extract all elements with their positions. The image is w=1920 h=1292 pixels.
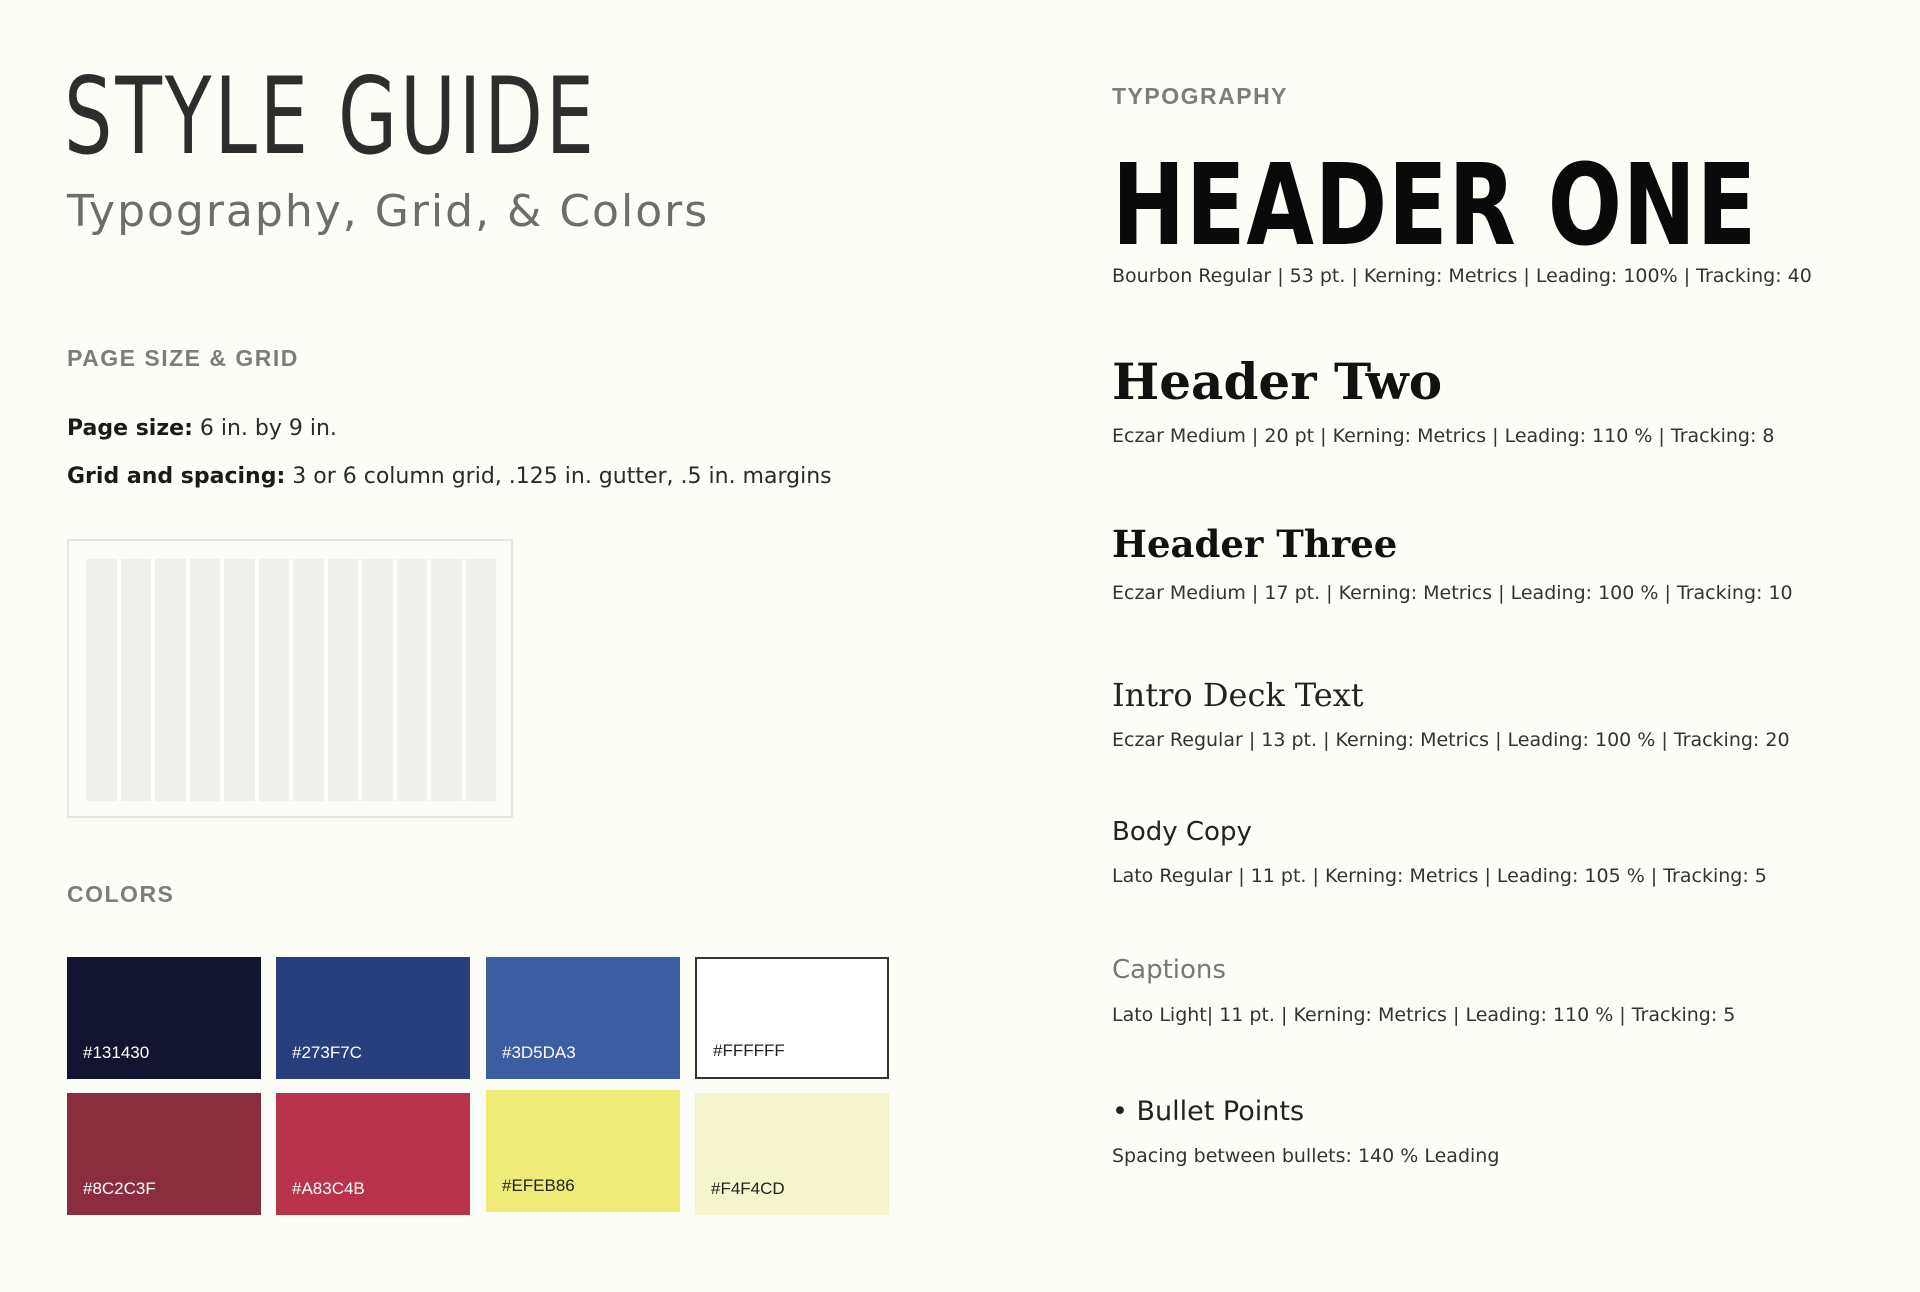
header-one-spec: Bourbon Regular | 53 pt. | Kerning: Metrics | Leading: 100% | Tracking: 40 bbox=[1112, 265, 1812, 287]
type-style-body-copy bbox=[1112, 817, 1252, 847]
color-swatch bbox=[695, 1093, 889, 1215]
type-style-bullet-points bbox=[1112, 1096, 1304, 1127]
swatch-hex-label: #8C2C3F bbox=[83, 1179, 156, 1198]
grid-spacing-label: Grid and spacing: bbox=[67, 464, 286, 489]
header-three-sample: Header Three bbox=[1112, 522, 1398, 566]
grid-spacing-line bbox=[67, 464, 832, 489]
intro-deck-sample: Intro Deck Text bbox=[1112, 676, 1364, 714]
bullet-points-spec: Spacing between bullets: 140 % Leading bbox=[1112, 1145, 1500, 1167]
grid-column bbox=[328, 559, 359, 801]
grid-column bbox=[190, 559, 221, 801]
swatch-hex-label: #3D5DA3 bbox=[502, 1043, 576, 1062]
swatch-hex-label: #A83C4B bbox=[292, 1179, 365, 1198]
grid-column bbox=[86, 559, 117, 801]
color-swatch bbox=[67, 1093, 261, 1215]
color-swatch bbox=[276, 1093, 470, 1215]
color-swatch bbox=[276, 957, 470, 1079]
type-style-header-two bbox=[1112, 352, 1442, 411]
grid-columns bbox=[86, 559, 496, 801]
type-style-captions bbox=[1112, 955, 1226, 985]
bullet-points-sample: • Bullet Points bbox=[1112, 1096, 1305, 1127]
swatch-hex-label: #273F7C bbox=[292, 1043, 362, 1062]
swatch-hex-label: #131430 bbox=[83, 1043, 150, 1062]
color-swatch bbox=[67, 957, 261, 1079]
type-style-header-three bbox=[1112, 522, 1397, 566]
type-style-intro-deck bbox=[1112, 676, 1364, 714]
swatch-hex-label: #FFFFFF bbox=[713, 1041, 785, 1060]
body-copy-spec: Lato Regular | 11 pt. | Kerning: Metrics | Leading: 105 % | Tracking: 5 bbox=[1112, 865, 1767, 887]
grid-column bbox=[466, 559, 497, 801]
color-swatch bbox=[486, 1090, 680, 1212]
grid-spacing-value: 3 or 6 column grid, .125 in. gutter, .5 in. margins bbox=[292, 464, 832, 489]
grid-column bbox=[224, 559, 255, 801]
header-one-sample: HEADER ONE bbox=[1112, 141, 1758, 271]
swatch-hex-label: #EFEB86 bbox=[502, 1176, 575, 1195]
grid-column bbox=[259, 559, 290, 801]
type-style-header-one bbox=[1112, 141, 1920, 271]
captions-spec: Lato Light| 11 pt. | Kerning: Metrics | Leading: 110 % | Tracking: 5 bbox=[1112, 1004, 1736, 1026]
header-two-spec: Eczar Medium | 20 pt | Kerning: Metrics | Leading: 110 % | Tracking: 8 bbox=[1112, 425, 1775, 447]
grid-column bbox=[362, 559, 393, 801]
page-title: STYLE GUIDE bbox=[64, 55, 597, 178]
typography-heading: TYPOGRAPHY bbox=[1112, 83, 1289, 109]
page-size-grid-heading: PAGE SIZE & GRID bbox=[67, 345, 299, 371]
captions-sample: Captions bbox=[1112, 955, 1226, 985]
body-copy-sample: Body Copy bbox=[1112, 817, 1252, 847]
grid-column bbox=[293, 559, 324, 801]
page-size-line bbox=[67, 416, 337, 441]
page-subtitle: Typography, Grid, & Colors bbox=[67, 186, 710, 237]
grid-diagram bbox=[67, 539, 513, 818]
page-size-label: Page size: bbox=[67, 416, 193, 441]
grid-column bbox=[397, 559, 428, 801]
swatch-hex-label: #F4F4CD bbox=[711, 1179, 785, 1198]
grid-column bbox=[121, 559, 152, 801]
header-two-sample: Header Two bbox=[1112, 352, 1443, 411]
grid-column bbox=[155, 559, 186, 801]
header-three-spec: Eczar Medium | 17 pt. | Kerning: Metrics | Leading: 100 % | Tracking: 10 bbox=[1112, 582, 1793, 604]
page-size-value: 6 in. by 9 in. bbox=[199, 416, 337, 441]
grid-column bbox=[431, 559, 462, 801]
color-swatch bbox=[486, 957, 680, 1079]
color-swatch bbox=[695, 957, 889, 1079]
colors-heading: COLORS bbox=[67, 881, 175, 907]
intro-deck-spec: Eczar Regular | 13 pt. | Kerning: Metrics | Leading: 100 % | Tracking: 20 bbox=[1112, 729, 1790, 751]
